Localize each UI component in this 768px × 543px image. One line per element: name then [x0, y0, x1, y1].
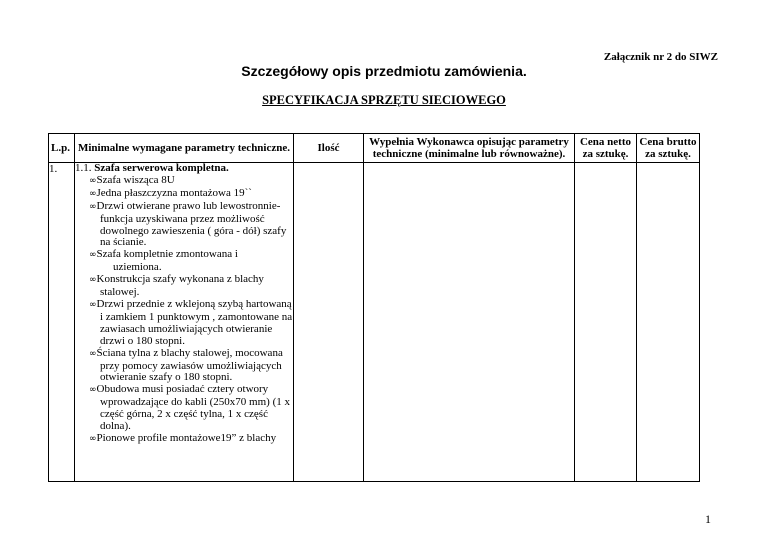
table-row — [49, 163, 700, 482]
infinity-bullet-icon: ∞ — [89, 275, 97, 286]
header-parameters: Minimalne wymagane parametry techniczne. — [75, 134, 294, 163]
specification-table — [48, 133, 700, 482]
header-net-price — [575, 134, 637, 163]
infinity-bullet-icon: ∞ — [89, 201, 97, 212]
infinity-bullet-icon: ∞ — [89, 385, 97, 396]
document-title: Szczegółowy opis przedmiotu zamówienia. — [241, 63, 527, 79]
spec-line — [75, 201, 293, 250]
header-lp: L.p. — [49, 134, 75, 163]
table-header-row — [49, 134, 700, 163]
header-gross-line1: Cena brutto — [639, 136, 697, 148]
header-contractor-line2: techniczne (minimalne lub równoważne). — [372, 148, 566, 160]
spec-line-text: Szafa kompletnie zmontowana i — [96, 248, 238, 261]
header-net-line1: Cena netto — [579, 136, 632, 148]
row-gross-price — [637, 163, 700, 482]
spec-line-text: Pionowe profile montażowe19” z blachy — [96, 431, 277, 444]
annex-label: Załącznik nr 2 do SIWZ — [603, 51, 718, 63]
spec-line-text: Konstrukcja szafy wykonana z blachy stalowej. — [96, 273, 264, 299]
spec-line-text: uziemiona. — [113, 261, 162, 274]
header-gross-price — [637, 134, 700, 163]
spec-line-text: Jedna płaszczyzna montażowa 19`` — [96, 186, 252, 199]
header-net-line2: za sztukę. — [582, 148, 629, 160]
spec-line — [75, 348, 293, 385]
spec-line-text: Drzwi otwierane prawo lub lewostronnie- funkcja uzyskiwana przez możliwość dowolnego zawieszenia ( góra - dół) szafy na ścianie. — [96, 199, 287, 249]
spec-line — [75, 249, 293, 262]
row-net-price — [575, 163, 637, 482]
row-parameters — [75, 163, 294, 482]
spec-line — [75, 274, 293, 299]
header-contractor-params — [364, 134, 575, 163]
row-contractor-params — [364, 163, 575, 482]
row-lp: 1. — [49, 163, 75, 482]
header-contractor-line1: Wypełnia Wykonawca opisując parametry — [369, 136, 569, 148]
infinity-bullet-icon: ∞ — [89, 188, 97, 199]
page-number: 1 — [705, 512, 711, 526]
infinity-bullet-icon: ∞ — [89, 175, 97, 186]
item-number: 1.1. — [75, 162, 92, 174]
spec-line-text: Obudowa musi posiadać cztery otwory wprowadzające do kabli (250x70 mm) (1 x część górna, 2 x część tylna, 1 x część dolna). — [96, 383, 290, 433]
spec-line-text: Ściana tylna z blachy stalowej, mocowana przy pomocy zawiasów umożliwiających otwieranie szafy o 180 stopni. — [96, 346, 283, 384]
header-quantity: Ilość — [294, 134, 364, 163]
item-title: Szafa serwerowa kompletna. — [94, 162, 229, 174]
header-gross-line2: za sztukę. — [645, 148, 691, 160]
spec-line-text: Szafa wisząca 8U — [96, 173, 175, 186]
infinity-bullet-icon: ∞ — [89, 250, 97, 261]
spec-line — [75, 433, 293, 446]
spec-line — [75, 299, 293, 348]
infinity-bullet-icon: ∞ — [89, 433, 97, 444]
document-subtitle: SPECYFIKACJA SPRZĘTU SIECIOWEGO — [262, 93, 506, 107]
row-quantity — [294, 163, 364, 482]
infinity-bullet-icon: ∞ — [89, 299, 97, 310]
infinity-bullet-icon: ∞ — [89, 348, 97, 359]
spec-line — [75, 384, 293, 433]
spec-line-text: Drzwi przednie z wklejoną szybą hartowaną i zamkiem 1 punktowym , zamontowane na zawiasach umożliwiających otwieranie drzwi o 180 stopni. — [96, 297, 293, 347]
